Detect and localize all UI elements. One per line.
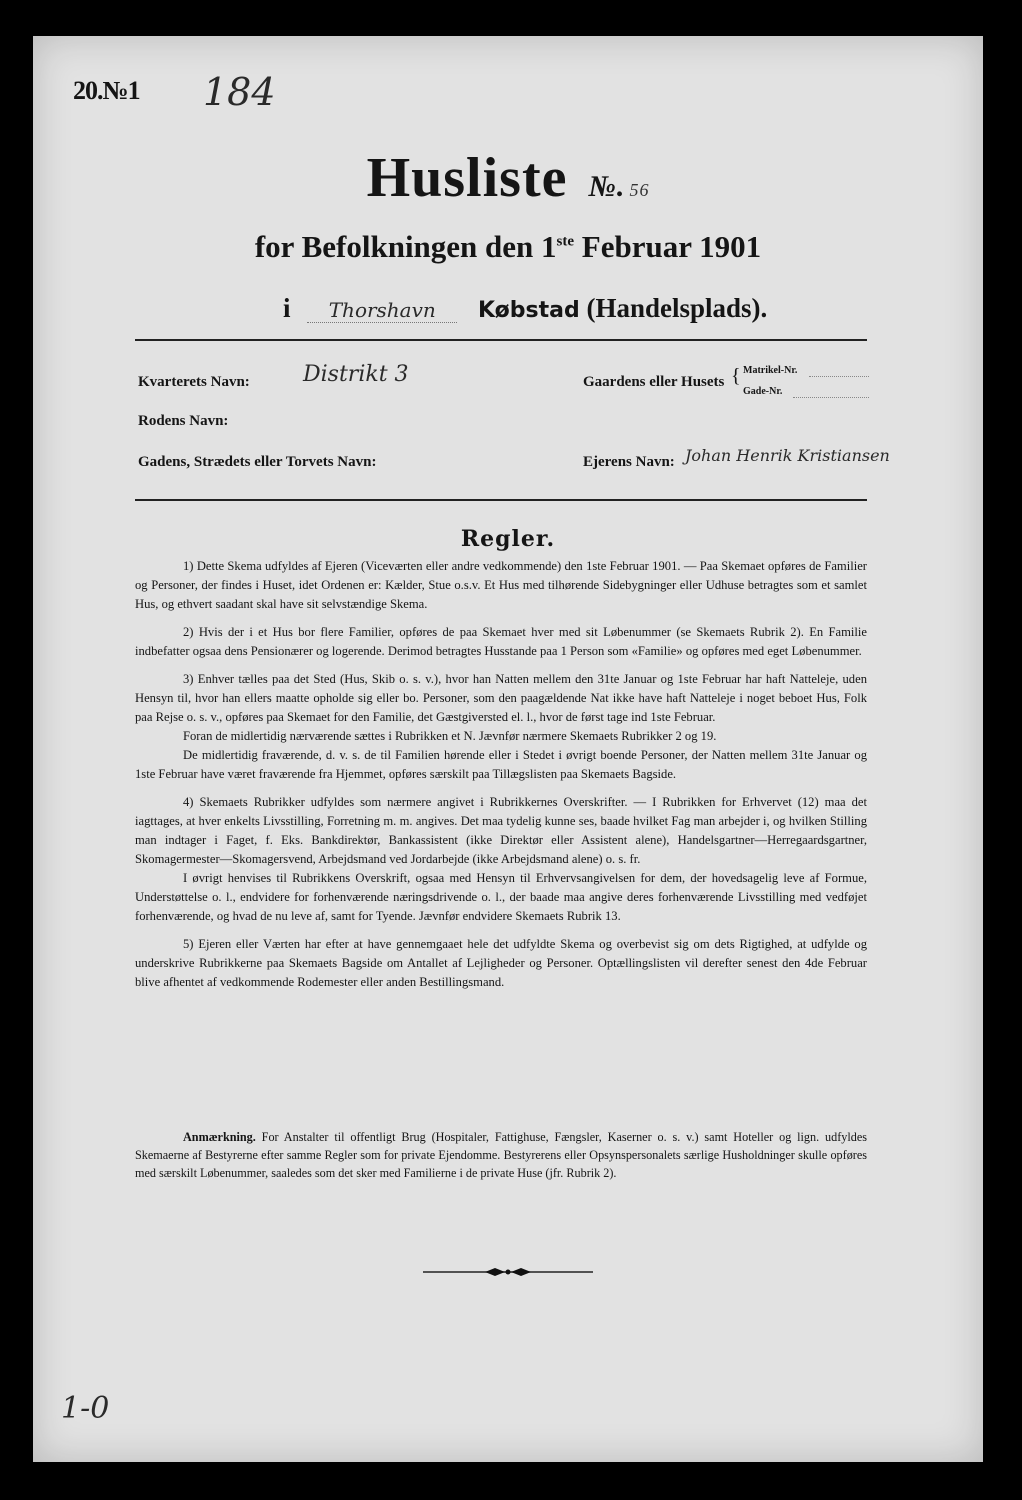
rule-5: 5) Ejeren eller Værten har efter at have gennemgaaet hele det udfyldte Skema og overbevist sig om dets Rigtighed, at udfylde og underskrive Rubrikkerne paa Skemaets Bagside om Antallet af Lejligheder og Personer. Optællingslisten vil derefter senest den 4de Februar blive afhentet af vedkommende Rodemester eller anden Bestillingsmand. bbox=[135, 937, 867, 989]
kobstad-label: Købstad bbox=[478, 298, 580, 323]
location-suffix: (Handelsplads). bbox=[586, 293, 768, 323]
rule-3: 3) Enhver tælles paa det Sted (Hus, Skib o. s. v.), hvor han Natten mellem den 31te Januar og 1ste Februar har haft Natteleje, uden Hensyn til, hvor han ellers maatte opholde sig eller bo. Personer, som den paagældende Nat ikke have haft Natteleje i noget beboet Hus, Folk paa Rejse o. s. v., opføres paa Skemaet for den Familie, det Gæstgiversted el. l., hvor de først tage ind 1ste Februar. bbox=[135, 672, 867, 724]
rules-body bbox=[135, 557, 867, 1001]
kvarter-value: Distrikt 3 bbox=[303, 362, 409, 387]
number-value: 56 bbox=[629, 180, 650, 200]
rules-heading: Regler. bbox=[460, 526, 556, 552]
matrikel-line bbox=[809, 376, 869, 377]
location-prefix: i bbox=[283, 293, 291, 323]
brace-icon: { bbox=[731, 365, 741, 387]
census-form-page bbox=[33, 36, 983, 1462]
rule-3-c: De midlertidig fraværende, d. v. s. de til Familien hørende eller i Stedet i øvrigt boende Personer, der Natten mellem 31te Januar og 1ste Februar have været fraværende fra Hjemmet, opføres særskilt paa Tillægslisten paa Skemaets Bagside. bbox=[135, 748, 867, 781]
subtitle-pre: for Befolkningen den 1 bbox=[254, 229, 557, 264]
location-place: Thorshavn bbox=[307, 298, 457, 323]
divider-bottom bbox=[135, 499, 867, 501]
handwritten-mark: 184 bbox=[203, 70, 276, 114]
gade-nr-label: Gade-Nr. bbox=[743, 386, 783, 397]
page-title bbox=[33, 146, 983, 210]
gade-nr-line bbox=[793, 397, 869, 398]
divider-top bbox=[135, 339, 867, 341]
stamp-code: 20.№1 bbox=[73, 76, 140, 105]
note-text: For Anstalter til offentligt Brug (Hospitaler, Fattighuse, Fængsler, Kaserner o. s. v.) samt Hoteller og lign. udfyldes Skemaerne af Bestyrerne efter samme Regler som for private Ejendomme. Bestyrerens eller Opsynspersonalets særlige Husholdninger skulle opføres med særskilt Løbenummer, saaledes som det sker med Familierne i de private Huse (jfr. Rubrik 2). bbox=[135, 1130, 867, 1180]
rule-4-b: I øvrigt henvises til Rubrikkens Overskrift, ogsaa med Hensyn til Erhvervsangivelsen for dem, der hovedsagelig leve af Formue, Understøttelse o. l., endvidere for forhenværende næringsdrivende o. l., der baade maa angive deres forhenværende Livsstilling med vedføjet forhenværende, og hvad de nu leve af, samt for Tyende. Jævnfør endvidere Skemaets Rubrik 13. bbox=[135, 871, 867, 923]
subtitle bbox=[33, 229, 983, 265]
rule-2: 2) Hvis der i et Hus bor flere Familier, opføres de paa Skemaet hver med sit Løbenummer (se Skemaets Rubrik 2). En Familie indbefatter ogsaa dens Pensionærer og logerende. Derimod betragtes Husstande paa 1 Person som «Familie» og opføres med eget Løbenummer. bbox=[135, 625, 867, 658]
gaard-label: Gaardens eller Husets bbox=[583, 374, 725, 390]
title-text: Husliste bbox=[366, 147, 568, 209]
gaden-label: Gadens, Strædets eller Torvets Navn: bbox=[138, 454, 377, 470]
ejer-value: Johan Henrik Kristiansen bbox=[685, 446, 890, 465]
subtitle-sup: ste bbox=[556, 233, 575, 250]
rule-1: 1) Dette Skema udfyldes af Ejeren (Viceværten eller andre vedkommende) den 1ste Februar 1901. — Paa Skemaet opføres de Familier og Personer, der findes i Huset, idet Ordenen er: Kælder, Stue o.s.v. Et Hus med tilhørende Sidebygninger eller Udhuse betragtes som et samlet Hus, og ethvert saadant skal have sit selvstændige Skema. bbox=[135, 559, 867, 611]
kvarter-label: Kvarterets Navn: bbox=[138, 374, 250, 390]
matrikel-label: Matrikel-Nr. bbox=[743, 365, 798, 376]
location-line bbox=[283, 293, 767, 324]
margin-note: 1-0 bbox=[61, 1391, 110, 1426]
note bbox=[135, 1128, 867, 1182]
ornament-divider-icon bbox=[423, 1266, 593, 1278]
rule-3-b: Foran de midlertidig nærværende sættes i Rubrikken et N. Jævnfør nærmere Skemaets Rubrikker 2 og 19. bbox=[183, 729, 717, 743]
number-label: №. bbox=[588, 170, 626, 203]
ejer-label: Ejerens Navn: bbox=[583, 454, 675, 470]
subtitle-post: Februar 1901 bbox=[574, 229, 762, 264]
roden-label: Rodens Navn: bbox=[138, 413, 229, 429]
rule-4: 4) Skemaets Rubrikker udfyldes som nærmere angivet i Rubrikkernes Overskrifter. — I Rubrikken for Erhvervet (12) maa det iagttages, at hver enkelts Livsstilling, Forretning m. m. angives. Det maa tydelig kunne ses, baade hvilket Fag man arbejder i, og hvilken Stilling man indtager i Faget, f. Eks. Bankdirektør, Bankassistent (ikke Direktør eller Assistent alene), Handelsgartner—Herregaardsgartner, Skomagermester—Skomagersvend, Arbejdsmand ved Jordarbejde (ikke Arbejdsmand alene) o. s. fr. bbox=[135, 795, 867, 866]
note-label: Anmærkning. bbox=[183, 1130, 256, 1144]
